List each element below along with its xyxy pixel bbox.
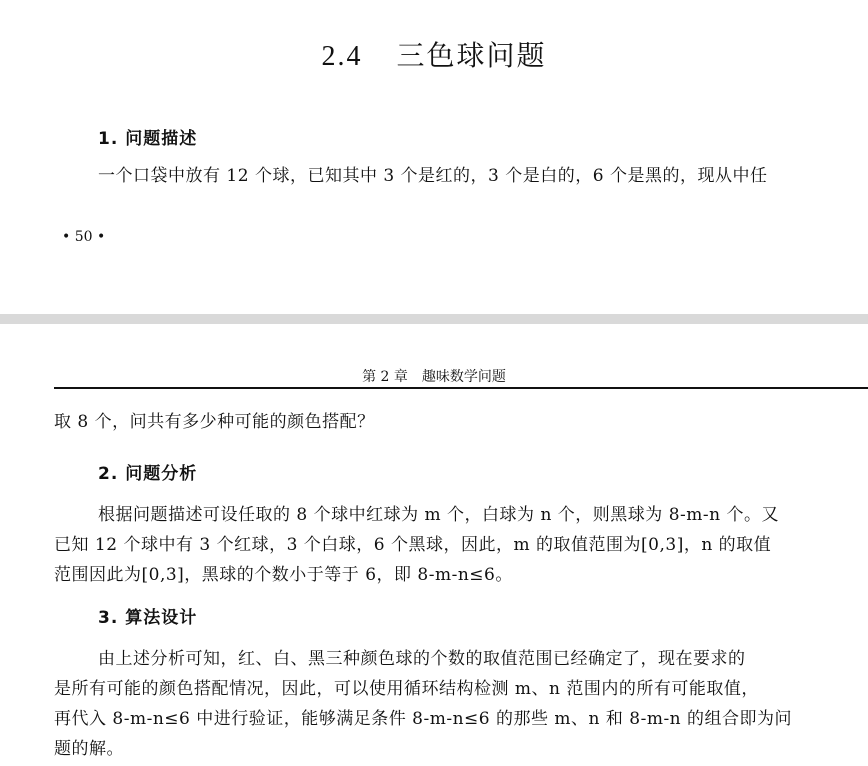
problem-text-line1: 一个口袋中放有 12 个球，已知其中 3 个是红的，3 个是白的，6 个是黑的，现从中任 [98,166,768,186]
analysis-heading: 2. 问题分析 [98,464,198,484]
section-title-text: 三色球问题 [396,39,547,72]
section-title [0,34,868,74]
header-rule [54,387,868,389]
analysis-line-3: 范围因此为[0,3]，黑球的个数小于等于 6，即 8-m-n≤6。 [54,565,513,585]
running-header: 第 2 章 趣味数学问题 [362,369,506,385]
analysis-line-2: 已知 12 个球中有 3 个红球，3 个白球，6 个黑球，因此，m 的取值范围为[0,3]，n 的取值 [54,535,772,555]
section-number: 2.4 [321,41,363,72]
algorithm-line-3: 再代入 8-m-n≤6 中进行验证，能够满足条件 8-m-n≤6 的那些 m、n 和 8-m-n 的组合即为问 [54,709,793,729]
algorithm-line-4: 题的解。 [54,739,124,759]
page-number: • 50 • [62,229,106,245]
problem-text-line2: 取 8 个，问共有多少种可能的颜色搭配？ [54,412,375,432]
problem-heading: 1. 问题描述 [98,129,198,149]
analysis-line-1: 根据问题描述可设任取的 8 个球中红球为 m 个，白球为 n 个，则黑球为 8-m-n 个。又 [98,505,779,525]
algorithm-heading: 3. 算法设计 [98,608,198,628]
algorithm-line-2: 是所有可能的颜色搭配情况，因此，可以使用循环结构检测 m、n 范围内的所有可能取值， [54,679,759,699]
page-separator [0,314,868,324]
algorithm-line-1: 由上述分析可知，红、白、黑三种颜色球的个数的取值范围已经确定了，现在要求的 [98,649,746,669]
